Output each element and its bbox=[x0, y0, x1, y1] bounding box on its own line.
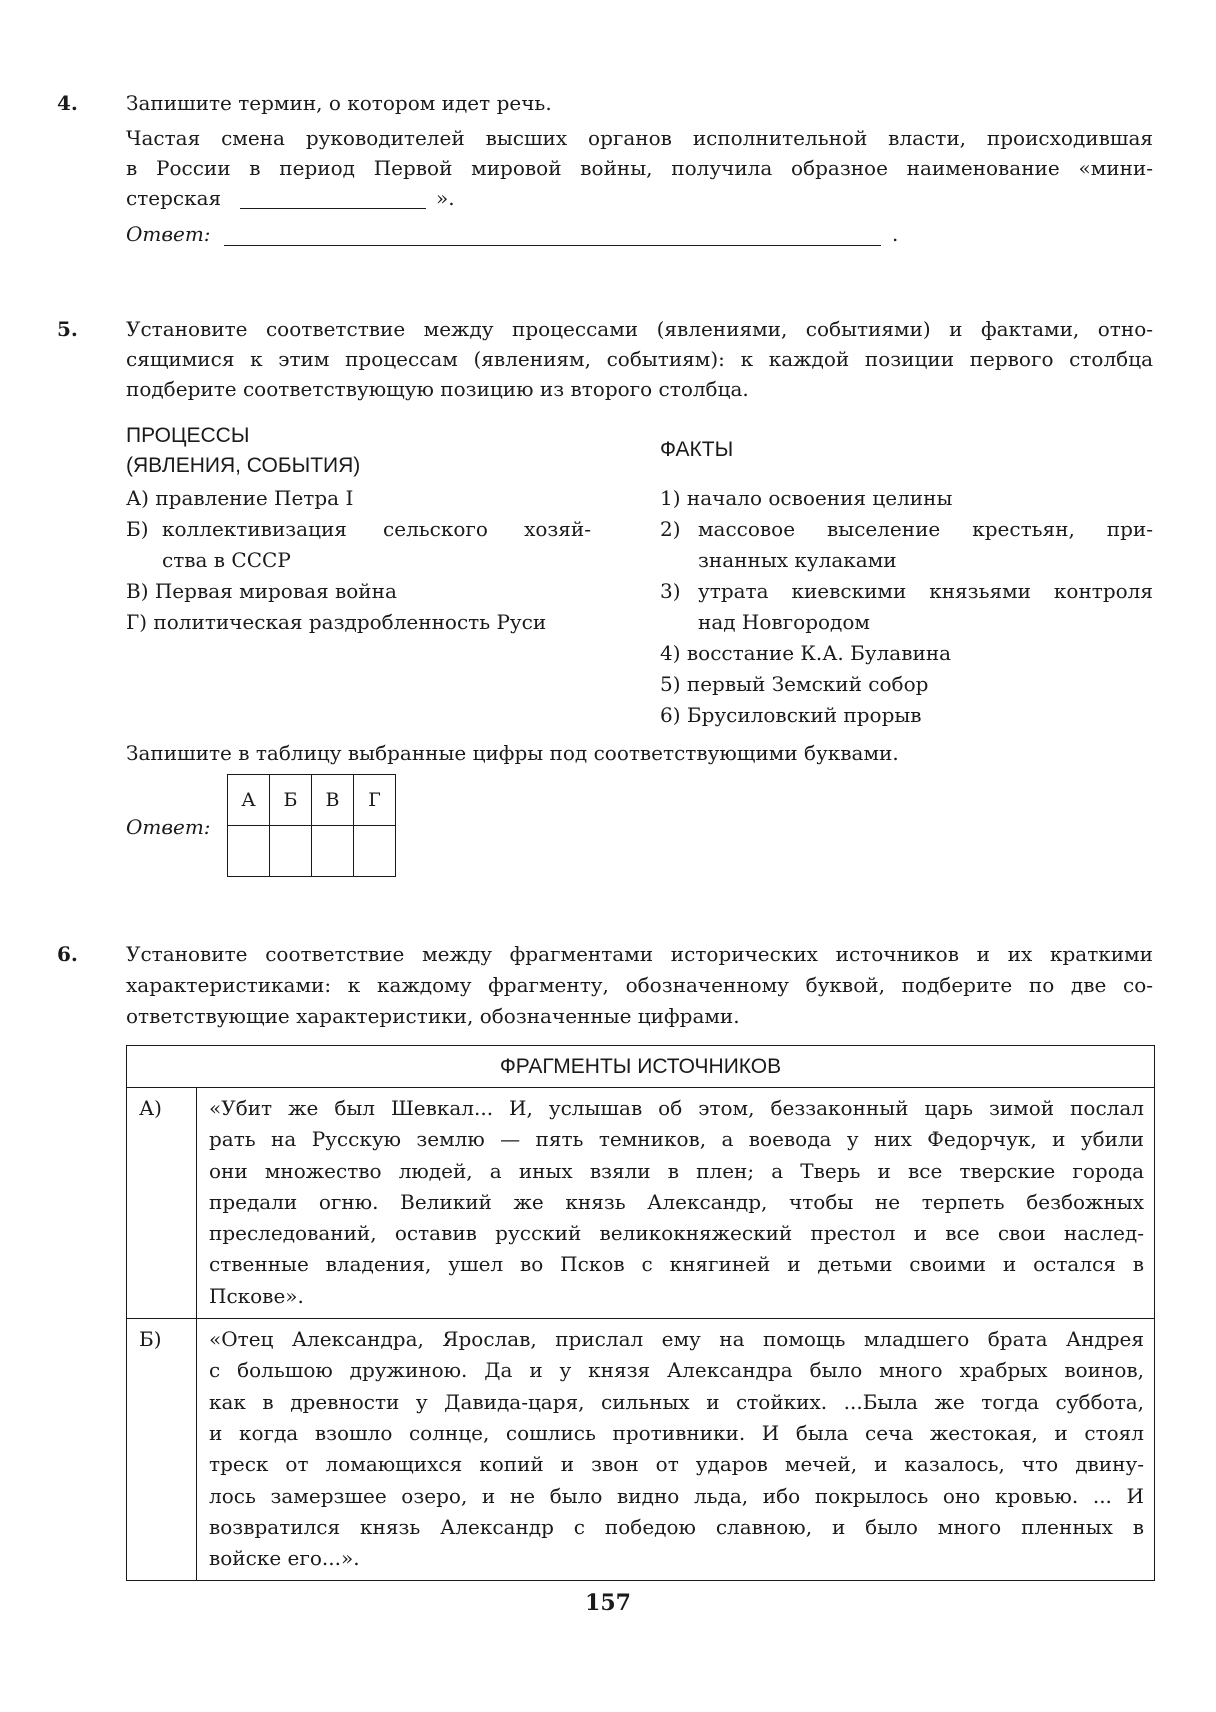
fact-text: массовое выселение крестьян, при- bbox=[698, 517, 1153, 541]
question-6-intro-line: ответствующие характеристики, обозначенные цифрами. bbox=[126, 1004, 740, 1028]
answer-cell[interactable] bbox=[228, 826, 270, 877]
process-text: правление Петра I bbox=[155, 486, 354, 510]
fragment-row bbox=[127, 1088, 1155, 1319]
fragment-letter: А) bbox=[127, 1088, 197, 1319]
question-5-instruction: Запишите в таблицу выбранные цифры под соответствующими буквами. bbox=[126, 741, 899, 765]
process-text-continued: ства в СССР bbox=[162, 548, 291, 572]
process-letter: В) bbox=[126, 579, 149, 603]
process-letter: Г) bbox=[126, 610, 148, 634]
fragment-line: войске его...». bbox=[209, 1546, 360, 1571]
fragment-text bbox=[197, 1319, 1155, 1581]
process-item bbox=[126, 486, 353, 510]
fact-item bbox=[660, 486, 952, 510]
fragment-line: Пскове». bbox=[209, 1283, 304, 1308]
fact-number: 2) bbox=[660, 517, 681, 541]
facts-header: ФАКТЫ bbox=[660, 438, 734, 461]
question-4-answer-label: Ответ: bbox=[126, 222, 211, 246]
fact-item bbox=[660, 703, 922, 727]
process-text: Первая мировая война bbox=[154, 579, 397, 603]
fact-text: первый Земский собор bbox=[686, 672, 929, 696]
fragment-line: возвратился князь Александр с победою славною, и было много пленных в bbox=[209, 1514, 1144, 1539]
process-letter: А) bbox=[126, 486, 149, 510]
fragment-letter: Б) bbox=[127, 1319, 197, 1581]
fact-number: 4) bbox=[660, 641, 681, 665]
question-4-number: 4. bbox=[57, 91, 78, 115]
process-item bbox=[126, 579, 397, 603]
fragment-line: они множество людей, а иных взяли в плен; а Тверь и все тверские города bbox=[209, 1158, 1144, 1183]
question-4-text-end: ». bbox=[436, 186, 455, 210]
page-number: 157 bbox=[585, 1590, 631, 1616]
question-4-answer-field[interactable] bbox=[224, 245, 881, 246]
question-4-answer-end: . bbox=[892, 222, 899, 246]
fact-text: восстание К.А. Булавина bbox=[686, 641, 952, 665]
fact-text-continued: над Новгородом bbox=[698, 610, 870, 634]
fragment-line: предали огню. Великий же князь Александр, чтобы не терпеть безбожных bbox=[209, 1189, 1144, 1214]
fact-item bbox=[660, 579, 1153, 603]
fragment-line: «Отец Александра, Ярослав, прислал ему на помощь младшего брата Андрея bbox=[209, 1327, 1144, 1352]
question-4-prompt: Запишите термин, о котором идет речь. bbox=[126, 91, 552, 115]
process-letter: Б) bbox=[126, 517, 149, 541]
answer-cell[interactable] bbox=[354, 826, 396, 877]
answer-column-letter: Б bbox=[270, 775, 312, 826]
fact-text: утрата киевскими князьями контроля bbox=[698, 579, 1153, 603]
question-5-answer-table bbox=[227, 774, 396, 877]
fragments-table-header: ФРАГМЕНТЫ ИСТОЧНИКОВ bbox=[127, 1046, 1155, 1088]
process-text: политическая раздробленность Руси bbox=[153, 610, 547, 634]
question-5-intro-line: подберите соответствующую позицию из второго столбца. bbox=[126, 377, 749, 401]
fact-text-continued: знанных кулаками bbox=[698, 548, 897, 572]
fact-number: 5) bbox=[660, 672, 681, 696]
question-4-text-line: Частая смена руководителей высших органов исполнительной власти, происходившая bbox=[126, 126, 1153, 150]
fragment-line: ственные владения, ушел во Псков с княгиней и детьми своими и остался в bbox=[209, 1252, 1144, 1277]
processes-header: ПРОЦЕССЫ bbox=[126, 424, 250, 447]
process-item bbox=[126, 610, 546, 634]
fact-number: 1) bbox=[660, 486, 681, 510]
question-5-answer-label: Ответ: bbox=[126, 815, 211, 839]
fragment-line: преследований, оставив русский великокняжеский престол и все свои наслед- bbox=[209, 1221, 1144, 1246]
fact-number: 3) bbox=[660, 579, 681, 603]
processes-header-sub: (ЯВЛЕНИЯ, СОБЫТИЯ) bbox=[126, 454, 361, 477]
question-6-number: 6. bbox=[57, 942, 78, 966]
fragment-line: треск от ломающихся копий и звон от ударов мечей, и казалось, что двину- bbox=[209, 1452, 1144, 1477]
question-4-text-start: стерская bbox=[126, 186, 222, 210]
fact-number: 6) bbox=[660, 703, 681, 727]
answer-column-letter: В bbox=[312, 775, 354, 826]
fragment-line: рать на Русскую землю — пять темников, а воевода у них Федорчук, и убили bbox=[209, 1127, 1144, 1152]
answer-cell[interactable] bbox=[312, 826, 354, 877]
fragment-text bbox=[197, 1088, 1155, 1319]
answer-column-letter: А bbox=[228, 775, 270, 826]
question-4-text-line bbox=[126, 186, 455, 210]
fact-item bbox=[660, 641, 951, 665]
question-5-intro-line: сящимися к этим процессам (явлениям, событиям): к каждой позиции первого столбца bbox=[126, 347, 1153, 371]
question-6-intro-line: Установите соответствие между фрагментами исторических источников и их краткими bbox=[126, 942, 1153, 966]
fact-item bbox=[660, 672, 928, 696]
fragments-table bbox=[126, 1045, 1155, 1581]
question-4-text-line: в России в период Первой мировой войны, получила образное наименование «мини- bbox=[126, 156, 1153, 180]
fact-item bbox=[660, 517, 1153, 541]
fragment-line: с большою дружиною. Да и у князя Александра было много храбрых воинов, bbox=[209, 1358, 1144, 1383]
process-item bbox=[126, 517, 591, 541]
fragment-line: и когда взошло солнце, сошлись противники. И была сеча жестокая, и стоял bbox=[209, 1420, 1144, 1445]
fragment-row bbox=[127, 1319, 1155, 1581]
fact-text: начало освоения целины bbox=[686, 486, 953, 510]
question-6-intro-line: характеристиками: к каждому фрагменту, обозначенному буквой, подберите по две со- bbox=[126, 973, 1153, 997]
question-5-intro-line: Установите соответствие между процессами (явлениями, событиями) и фактами, отно- bbox=[126, 317, 1153, 341]
fragment-line: «Убит же был Шевкал... И, услышав об этом, беззаконный царь зимой послал bbox=[209, 1096, 1144, 1120]
answer-cell[interactable] bbox=[270, 826, 312, 877]
fragment-line: лось замерзшее озеро, и не было видно льда, ибо покрылось оно кровью. ... И bbox=[209, 1483, 1144, 1508]
answer-column-letter: Г bbox=[354, 775, 396, 826]
process-text: коллективизация сельского хозяй- bbox=[162, 517, 591, 541]
question-5-number: 5. bbox=[57, 317, 78, 341]
fragment-line: как в древности у Давида-царя, сильных и стойких. ...Была же тогда суббота, bbox=[209, 1389, 1144, 1414]
fact-text: Брусиловский прорыв bbox=[686, 703, 922, 727]
